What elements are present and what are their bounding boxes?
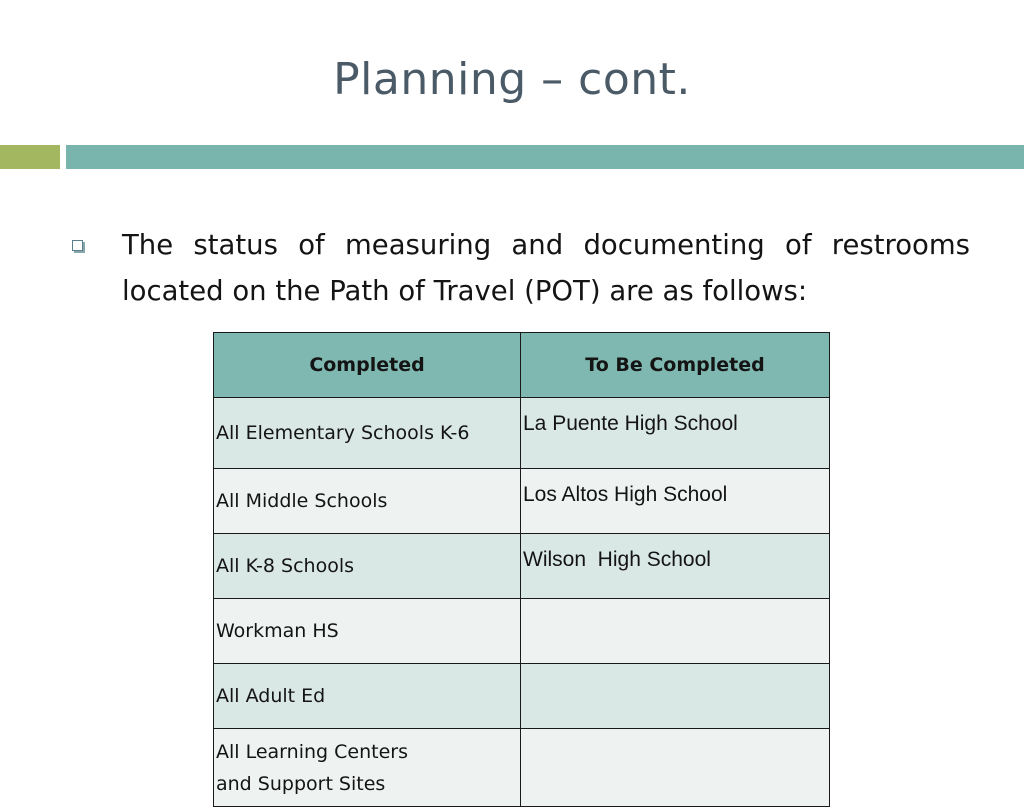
table-cell — [521, 599, 830, 664]
table-cell — [521, 664, 830, 729]
bullet-text: The status of measuring and documenting of restrooms located on the Path of Travel (POT) are as follows: — [122, 229, 970, 307]
accent-bar-teal — [66, 145, 1024, 169]
table-cell: All K-8 Schools — [214, 534, 521, 599]
status-table — [213, 332, 830, 807]
table-row — [214, 534, 830, 599]
table-cell: All Elementary Schools K-6 — [214, 398, 521, 469]
table-cell: All Learning Centers and Support Sites — [214, 729, 521, 807]
table-row — [214, 469, 830, 534]
slide-title: Planning – cont. — [333, 54, 691, 105]
table-cell: Wilson High School — [521, 534, 830, 599]
table-cell: Los Altos High School — [521, 469, 830, 534]
square-bullet-icon — [72, 240, 83, 251]
table-cell: Workman HS — [214, 599, 521, 664]
accent-bar-green — [0, 145, 60, 169]
table-header-row — [214, 333, 830, 398]
column-header-to-be-completed: To Be Completed — [521, 333, 830, 398]
table-cell: All Adult Ed — [214, 664, 521, 729]
column-header-completed: Completed — [214, 333, 521, 398]
table-row — [214, 664, 830, 729]
table-row — [214, 599, 830, 664]
table-cell: La Puente High School — [521, 398, 830, 469]
table-cell: All Middle Schools — [214, 469, 521, 534]
table-row — [214, 398, 830, 469]
